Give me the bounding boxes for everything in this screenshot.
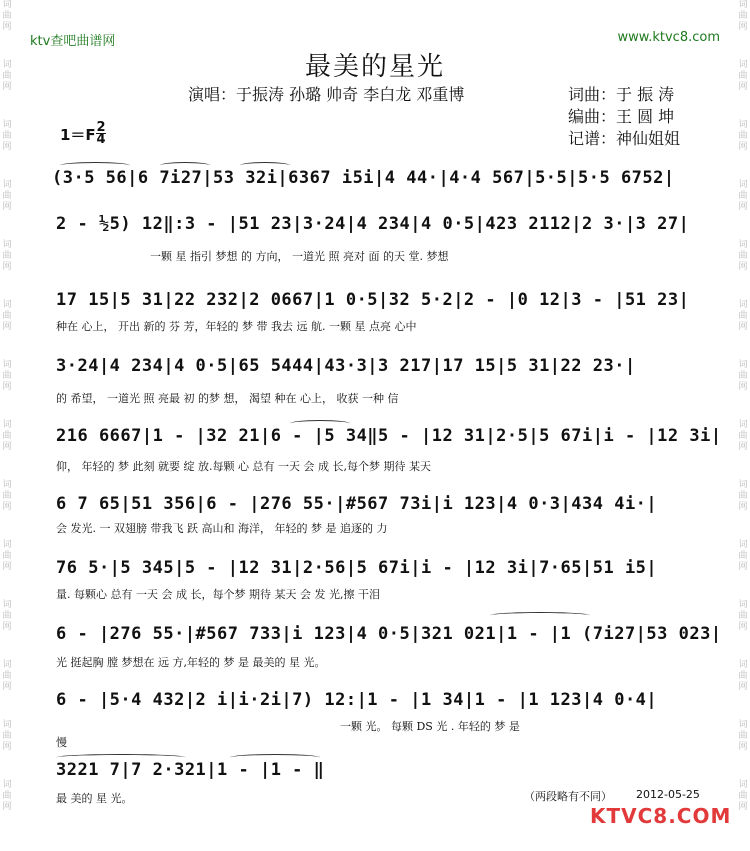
site-logo[interactable]: KTVC8.COM (590, 804, 732, 828)
watermark-text: 词 曲 网 (2, 60, 12, 92)
key-signature: 1＝F (60, 126, 96, 144)
watermark-text: 词 曲 网 (2, 180, 12, 212)
score-row-6-lyrics: 会 发光. 一 双翅膀 带我飞 跃 高山和 海洋， 年轻的 梦 是 追逐的 力 (56, 522, 388, 535)
score-row-3-lyrics: 种在 心上， 开出 新的 芬 芳，年轻的 梦 带 我去 远 航. 一颗 星 点亮 心中 (56, 320, 417, 333)
watermark-text: 词 曲 网 (738, 480, 748, 512)
time-signature-bottom: 4 (96, 132, 106, 147)
watermark-text: 词 曲 网 (738, 660, 748, 692)
score-row-7-lyrics: 量. 每颗心 总有 一天 会 成 长，每个梦 期待 某天 会 发 光,擦 干泪 (56, 588, 380, 601)
score-row-1-notes: (3·5 56|6 7i27|53 32i|6367 i5i|4 44·|4·4 567|5·5|5·5 6752| (52, 168, 675, 188)
score-row-10-notes: 3221 7|7 2·321|1 - |1 - ‖ (56, 760, 325, 780)
slur-arc (230, 754, 320, 761)
watermark-text: 词 曲 网 (738, 540, 748, 572)
score-row-10-lyrics: 最 美的 星 光。 (56, 792, 133, 805)
watermark-text: 词 曲 网 (2, 780, 12, 812)
watermark-text: 词 曲 网 (738, 240, 748, 272)
slur-arc (240, 162, 290, 169)
footer-note: （两段略有不同） (524, 790, 612, 803)
watermark-right (736, 0, 750, 851)
score-row-8-lyrics: 光 挺起胸 膛 梦想在 远 方,年轻的 梦 是 最美的 星 光。 (56, 656, 326, 669)
watermark-text: 词 曲 网 (2, 240, 12, 272)
arranger: 编曲：王 圆 坤 (568, 107, 675, 126)
watermark-text: 词 曲 网 (738, 120, 748, 152)
song-title: 最美的星光 (304, 52, 445, 82)
score-row-2-notes: 2 - ½5) 12‖:3 - |51 23|3·24|4 234|4 0·5|423 2112|2 3·|3 27| (56, 214, 690, 234)
watermark-text: 词 曲 网 (738, 720, 748, 752)
score-row-9-notes: 6 - |5·4 432|2 i|i·2i|7) 12:|1 - |1 34|1 - |1 123|4 0·4| (56, 690, 658, 710)
watermark-text: 词 曲 网 (2, 120, 12, 152)
time-signature (96, 122, 106, 145)
watermark-text: 词 曲 网 (738, 0, 748, 32)
watermark-text: 词 曲 网 (2, 540, 12, 572)
watermark-text: 词 曲 网 (738, 600, 748, 632)
watermark-text: 词 曲 网 (738, 360, 748, 392)
transcription-date: 2012-05-25 (636, 788, 700, 801)
score-row-4-notes: 3·24|4 234|4 0·5|65 5444|43·3|3 217|17 15|5 31|22 23·| (56, 356, 636, 376)
score-row-4-lyrics: 的 希望， 一道光 照 亮最 初 的梦 想， 渴望 种在 心上， 收获 一种 信 (56, 392, 399, 405)
slur-arc (56, 754, 186, 761)
watermark-text: 词 曲 网 (2, 300, 12, 332)
slur-arc (490, 612, 590, 619)
watermark-text: 词 曲 网 (2, 720, 12, 752)
watermark-text: 词 曲 网 (2, 360, 12, 392)
slur-arc (160, 162, 210, 169)
watermark-text: 词 曲 网 (738, 780, 748, 812)
transcriber: 记谱：神仙姐姐 (568, 129, 681, 148)
watermark-text: 词 曲 网 (738, 60, 748, 92)
slur-arc (290, 420, 350, 427)
score-row-5-lyrics: 仰， 年轻的 梦 此刻 就要 绽 放.每颗 心 总有 一天 会 成 长,每个梦 期待 某天 (56, 460, 431, 473)
watermark-text: 词 曲 网 (2, 420, 12, 452)
watermark-text: 词 曲 网 (738, 420, 748, 452)
score-row-5-notes: 216 6667|1 - |32 21|6 - |5 34‖5 - |12 31|2·5|5 67i|i - |12 3i| (56, 426, 722, 446)
site-name-left[interactable]: ktv查吧曲谱网 (30, 34, 116, 49)
watermark-text: 词 曲 网 (2, 480, 12, 512)
score-row-8-notes: 6 - |276 55·|#567 733|i 123|4 0·5|321 021|1 - |1 (7i27|53 023| (56, 624, 722, 644)
singers: 演唱：于振涛 孙璐 帅奇 李白龙 邓重博 (188, 85, 465, 104)
watermark-text: 词 曲 网 (2, 660, 12, 692)
score-row-2-lyrics: 一颗 星 指引 梦想 的 方向， 一道光 照 亮对 面 的天 堂. 梦想 (150, 250, 449, 263)
score-row-9-lyrics: 一颗 光。 每颗 DS 光 . 年轻的 梦 是 (340, 720, 520, 733)
watermark-text: 词 曲 网 (2, 600, 12, 632)
score-row-7-notes: 76 5·|5 345|5 - |12 31|2·56|5 67i|i - |12 3i|7·65|51 i5| (56, 558, 658, 578)
score-row-6-notes: 6 7 65|51 356|6 - |276 55·|#567 73i|i 123|4 0·3|434 4i·| (56, 494, 658, 514)
watermark-text: 词 曲 网 (738, 300, 748, 332)
score-row-3-notes: 17 15|5 31|22 232|2 0667|1 0·5|32 5·2|2 - |0 12|3 - |51 23| (56, 290, 690, 310)
lyricist-composer: 词曲：于 振 涛 (568, 85, 675, 104)
watermark-left (0, 0, 14, 851)
time-signature-top: 2 (96, 120, 106, 135)
site-url-right[interactable]: www.ktvc8.com (617, 30, 720, 45)
watermark-text: 词 曲 网 (738, 180, 748, 212)
slur-arc (60, 162, 130, 169)
watermark-text: 词 曲 网 (2, 0, 12, 32)
tempo-marking: 慢 (56, 736, 67, 749)
